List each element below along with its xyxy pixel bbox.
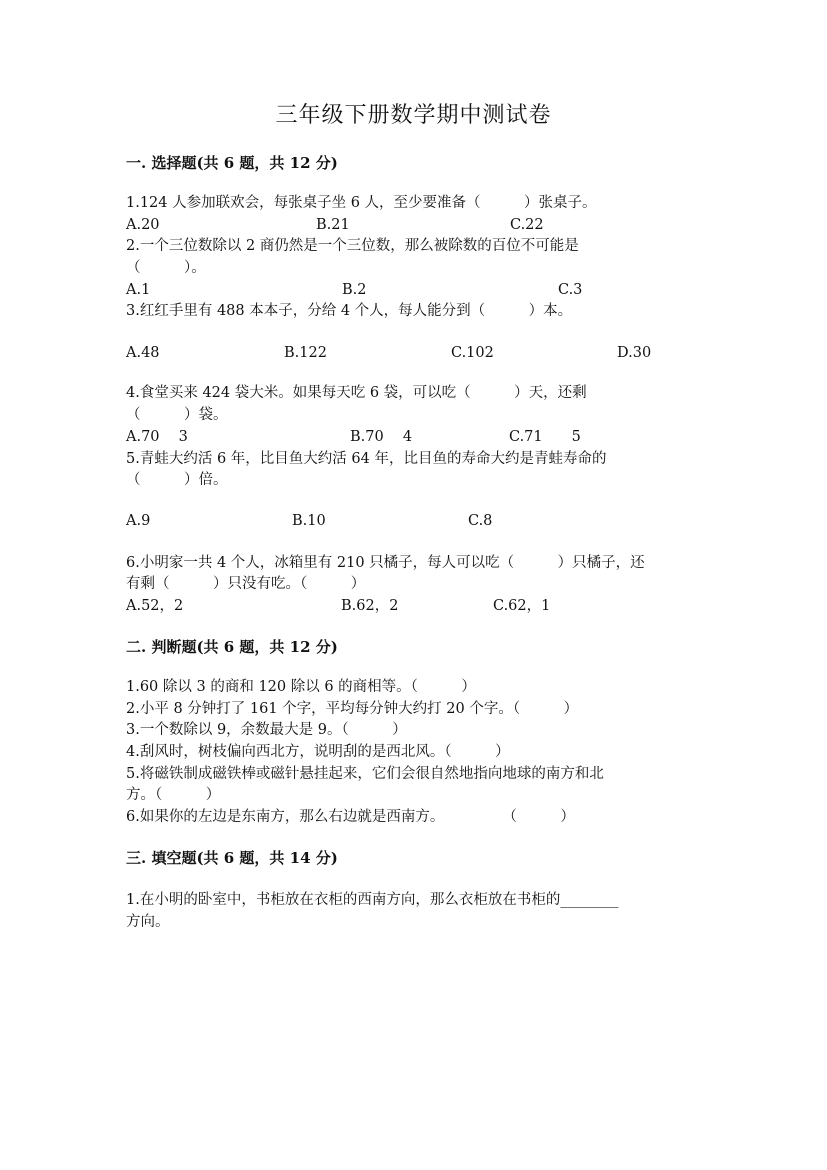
judge-item-continued: 方。（ ）: [126, 787, 221, 803]
question-stem-continued: （ ）袋。: [126, 407, 228, 423]
judge-item: 3.一个数除以 9，余数最大是 9。（ ）: [126, 722, 407, 738]
question-stem: 6.小明家一共 4 个人，冰箱里有 210 只橘子，每人可以吃（ ）只橘子，还: [126, 555, 645, 571]
option-a: A.9: [126, 513, 151, 529]
option-c: C.62，1: [493, 598, 551, 614]
question-stem-continued: 有剩（ ）只没有吃。（ ）: [126, 576, 366, 592]
judge-item: 1.60 除以 3 的商和 120 除以 6 的商相等。（ ）: [126, 679, 476, 695]
option-c: C.8: [468, 513, 493, 529]
question-stem-continued: （ ）倍。: [126, 472, 228, 488]
option-b: B.2: [342, 282, 367, 298]
section-heading-fill: 三. 填空题(共 6 题，共 14 分): [126, 849, 338, 867]
judge-item: 6.如果你的左边是东南方，那么右边就是西南方。 （ ）: [126, 809, 575, 825]
option-a: A.1: [126, 282, 151, 298]
option-b: B.62，2: [341, 598, 399, 614]
fill-item: 1.在小明的卧室中，书柜放在衣柜的西南方向，那么衣柜放在书柜的________: [126, 892, 619, 908]
fill-item-continued: 方向。: [126, 914, 170, 930]
question-stem: 1.124 人参加联欢会，每张桌子坐 6 人，至少要准备（ ）张桌子。: [126, 195, 597, 211]
option-a: A.48: [126, 345, 160, 361]
question-stem: 4.食堂买来 424 袋大米。如果每天吃 6 袋，可以吃（ ）天，还剩: [126, 385, 587, 401]
option-b: B.70 4: [350, 429, 413, 445]
option-c: C.3: [558, 282, 583, 298]
option-c: C.71 5: [509, 429, 581, 445]
judge-item: 2.小平 8 分钟打了 161 个字，平均每分钟大约打 20 个字。（ ）: [126, 701, 579, 717]
question-stem: 3.红红手里有 488 本本子，分给 4 个人，每人能分到（ ）本。: [126, 303, 573, 319]
option-b: B.122: [284, 345, 327, 361]
option-a: A.20: [126, 217, 160, 233]
option-b: B.21: [316, 217, 350, 233]
section-heading-judge: 二. 判断题(共 6 题，共 12 分): [126, 638, 338, 656]
page-title: 三年级下册数学期中测试卷: [275, 103, 552, 128]
option-a: A.52，2: [126, 598, 184, 614]
option-d: D.30: [617, 345, 652, 361]
option-c: C.102: [451, 345, 494, 361]
option-c: C.22: [510, 217, 544, 233]
option-a: A.70 3: [126, 429, 188, 445]
option-b: B.10: [292, 513, 326, 529]
question-stem: 2.一个三位数除以 2 商仍然是一个三位数，那么被除数的百位不可能是: [126, 238, 579, 254]
question-stem-continued: （ ）。: [126, 260, 206, 276]
question-stem: 5.青蛙大约活 6 年，比目鱼大约活 64 年，比目鱼的寿命大约是青蛙寿命的: [126, 451, 607, 467]
judge-item: 5.将磁铁制成磁铁棒或磁针悬挂起来，它们会很自然地指向地球的南方和北: [126, 766, 604, 782]
section-heading-choice: 一. 选择题(共 6 题，共 12 分): [126, 154, 338, 172]
judge-item: 4.刮风时，树枝偏向西北方，说明刮的是西北风。（ ）: [126, 744, 510, 760]
